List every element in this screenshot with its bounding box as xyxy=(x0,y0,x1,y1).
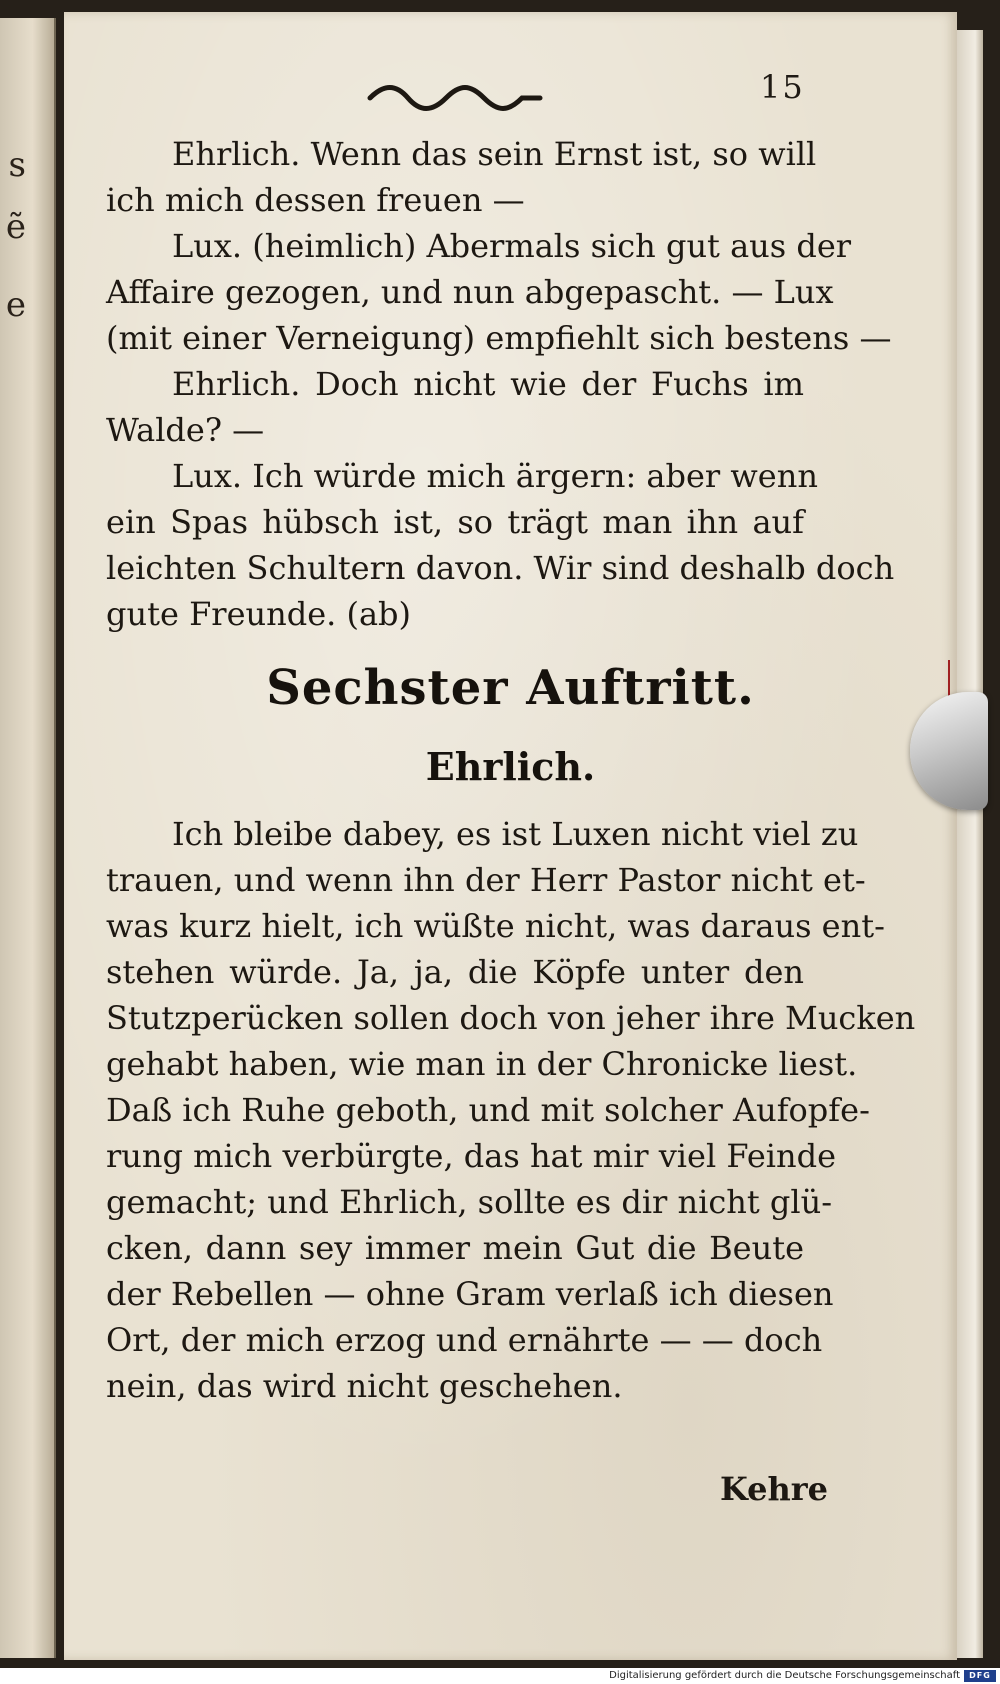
dfg-logo: DFG xyxy=(964,1670,996,1682)
scene-heading: Sechster Auftritt. xyxy=(266,660,755,716)
text-line: der Rebellen — ohne Gram verlaß ich diesen xyxy=(106,1275,834,1313)
digitization-credit: Digitalisierung gefördert durch die Deutsche Forschungsgemeinschaft xyxy=(609,1670,960,1681)
text-line: Walde? — xyxy=(106,411,265,449)
left-page-fragment: s xyxy=(8,145,26,185)
text-line: gemacht; und Ehrlich, sollte es dir nicht glü- xyxy=(106,1183,833,1221)
text-line: ich mich dessen freuen — xyxy=(106,181,525,219)
text-line: rung mich verbürgte, das hat mir viel Feinde xyxy=(106,1137,837,1175)
wave-ornament xyxy=(366,80,544,114)
text-line: cken, dann sey immer mein Gut die Beute xyxy=(106,1229,804,1267)
text-line: Stutzperücken sollen doch von jeher ihre Mucken xyxy=(106,999,916,1037)
text-line: Lux. Ich würde mich ärgern: aber wenn xyxy=(172,457,818,495)
text-line: stehen würde. Ja, ja, die Köpfe unter den xyxy=(106,953,804,991)
text-line: Ehrlich. Wenn das sein Ernst ist, so will xyxy=(172,135,817,173)
text-line: Ich bleibe dabey, es ist Luxen nicht viel zu xyxy=(172,815,859,853)
page-edge-strip xyxy=(957,30,983,1658)
catchword: Kehre xyxy=(720,1470,828,1508)
text-line: trauen, und wenn ihn der Herr Pastor nicht et- xyxy=(106,861,866,899)
text-line: Daß ich Ruhe geboth, und mit solcher Aufopfe- xyxy=(106,1091,870,1129)
left-page-fragment: ẽ xyxy=(5,207,26,247)
page-number: 15 xyxy=(760,68,805,106)
text-line: Ort, der mich erzog und ernährte — — doch xyxy=(106,1321,823,1359)
text-line: Lux. (heimlich) Abermals sich gut aus der xyxy=(172,227,852,265)
text-line: gute Freunde. (ab) xyxy=(106,595,412,633)
left-page-edge xyxy=(0,18,56,1658)
text-line: Affaire gezogen, und nun abgepascht. — Lux xyxy=(106,273,834,311)
text-line: Ehrlich. Doch nicht wie der Fuchs im xyxy=(172,365,804,403)
text-line: ein Spas hübsch ist, so trägt man ihn auf xyxy=(106,503,804,541)
text-line: (mit einer Verneigung) empfiehlt sich bestens — xyxy=(106,319,892,357)
speaker-heading: Ehrlich. xyxy=(425,744,596,789)
text-line: nein, das wird nicht geschehen. xyxy=(106,1367,623,1405)
text-line: gehabt haben, wie man in der Chronicke liest. xyxy=(106,1045,858,1083)
text-line: was kurz hielt, ich wüßte nicht, was daraus ent- xyxy=(106,907,885,945)
text-line: leichten Schultern davon. Wir sind deshalb doch xyxy=(106,549,895,587)
left-page-fragment: e xyxy=(5,285,26,325)
